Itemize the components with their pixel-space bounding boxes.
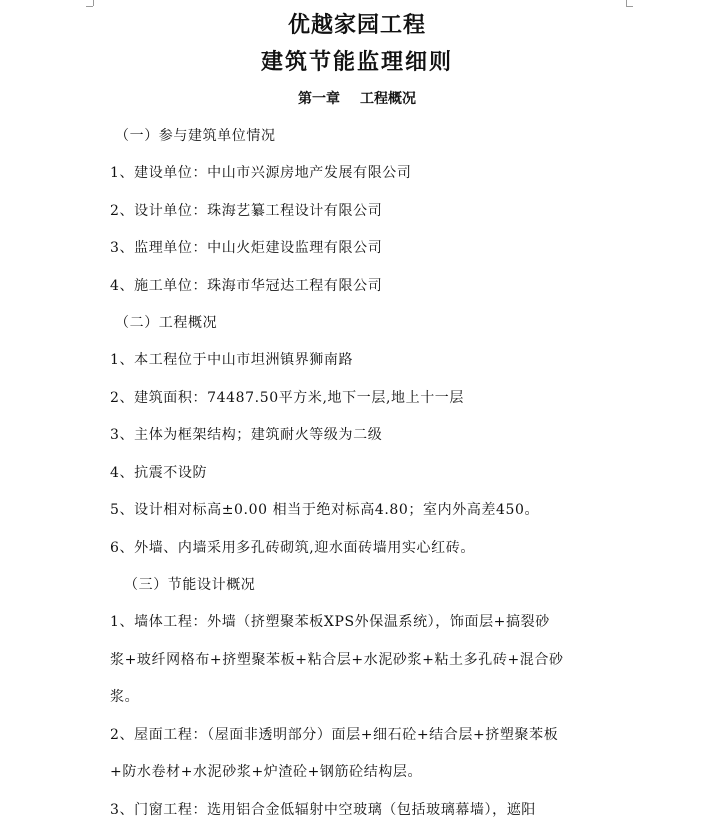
list-item: 5、设计相对标高±0.00 相当于绝对标高4.80；室内外高差450。: [110, 502, 540, 518]
crop-mark: [626, 6, 633, 7]
crop-mark: [86, 6, 93, 7]
paragraph-line: 浆。: [110, 689, 140, 705]
list-item: 2、建筑面积：74487.50平方米,地下一层,地上十一层: [110, 390, 465, 406]
chapter-number: 第一章: [298, 91, 340, 107]
paragraph-line: 2、屋面工程：（屋面非透明部分）面层+细石砼+结合层+挤塑聚苯板: [110, 727, 559, 743]
crop-mark: [93, 0, 94, 6]
chapter-title: 工程概况: [360, 91, 416, 107]
document-subtitle: 建筑节能监理细则: [260, 49, 453, 75]
list-item: 1、建设单位：中山市兴源房地产发展有限公司: [110, 165, 412, 181]
section-heading: （一）参与建筑单位情况: [115, 128, 276, 144]
list-item: 4、施工单位：珠海市华冠达工程有限公司: [110, 278, 383, 294]
section-heading: （二）工程概况: [115, 315, 218, 331]
list-item: 4、抗震不设防: [110, 465, 208, 481]
list-item: 6、外墙、内墙采用多孔砖砌筑,迎水面砖墙用实心红砖。: [110, 540, 475, 556]
paragraph-line: 1、墙体工程：外墙（挤塑聚苯板XPS外保温系统），饰面层+搞裂砂: [110, 614, 550, 630]
paragraph-line: +防水卷材+水泥砂浆+炉渣砼+钢筋砼结构层。: [110, 764, 423, 780]
list-item: 3、监理单位：中山火炬建设监理有限公司: [110, 240, 383, 256]
section-heading: （三）节能设计概况: [124, 577, 256, 593]
list-item: 2、设计单位：珠海艺纂工程设计有限公司: [110, 203, 383, 219]
paragraph-line: 3、门窗工程：选用铝合金低辐射中空玻璃（包括玻璃幕墙），遮阳: [110, 802, 536, 818]
list-item: 1、本工程位于中山市坦洲镇界狮南路: [110, 352, 354, 368]
document-title: 优越家园工程: [287, 12, 426, 38]
paragraph-line: 浆+玻纤网格布+挤塑聚苯板+粘合层+水泥砂浆+粘土多孔砖+混合砂: [110, 652, 564, 668]
chapter-heading: [0, 88, 714, 108]
list-item: 3、主体为框架结构；建筑耐火等级为二级: [110, 427, 383, 443]
